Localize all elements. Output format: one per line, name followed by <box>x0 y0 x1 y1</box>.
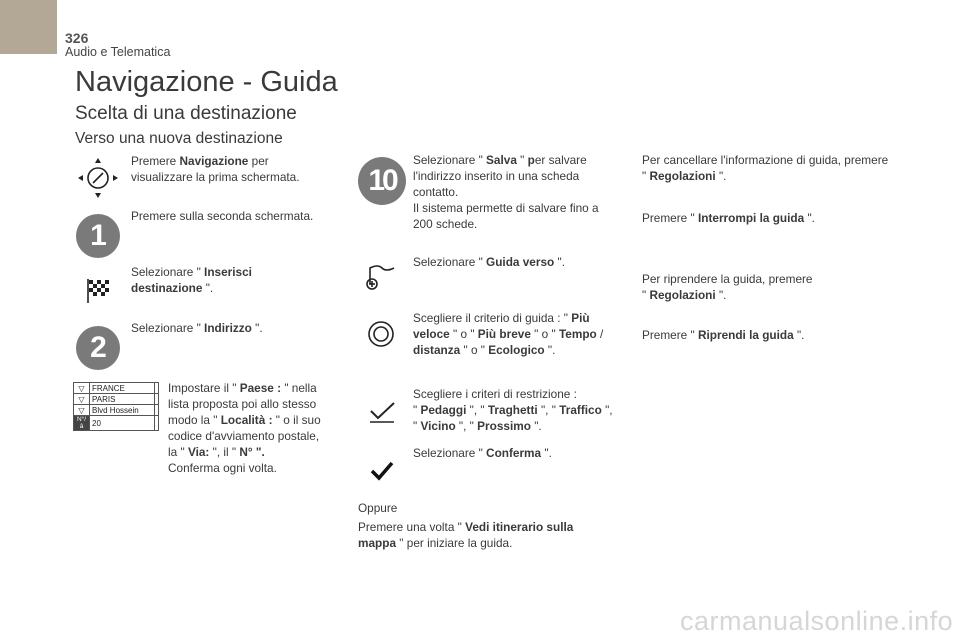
stop-guidance-text: Premere " Interrompi la guida ". <box>642 211 815 225</box>
resume-press-text: Premere " Riprendi la guida ". <box>642 328 805 342</box>
checkered-flag-icon <box>86 278 110 304</box>
step-restrictions-text: Scegliere i criteri di restrizione : " Pedaggi ", " Traghetti ", " Traffico ", " Vicino ", " Prossimo ". <box>413 387 613 433</box>
number-icon: N°/â <box>74 416 90 431</box>
step-badge-10: 10 <box>358 157 406 205</box>
address-row <box>74 416 159 431</box>
address-value: Blvd Hossein <box>90 405 155 416</box>
watermark: carmanualsonline.info <box>680 606 954 636</box>
filter-icon: ▽ <box>74 394 90 405</box>
route-flag-icon <box>364 262 396 292</box>
filter-icon: ▽ <box>74 383 90 394</box>
step-badge-2: 2 <box>76 326 120 370</box>
page-number: 326 <box>65 30 89 46</box>
section-name: Audio e Telematica <box>65 45 171 59</box>
step-save-text: Selezionare " Salva " per salvare l'indirizzo inserito in una scheda contatto. Il sistema permette di salvare fino a 200 schede. <box>413 153 599 231</box>
step-confirm-text: Selezionare " Conferma ". <box>413 446 552 460</box>
restriction-checklist-icon <box>368 400 396 424</box>
address-row <box>74 383 159 394</box>
checkmark-icon <box>370 460 394 482</box>
address-row <box>74 394 159 405</box>
step-address-text: Impostare il " Paese : " nella lista proposta poi allo stesso modo la " Località : " o il suo codice d'avviamento postale, la " Via: ", il " N° ". Conferma ogni volta. <box>168 381 321 475</box>
resume-guidance-text: Per riprendere la guida, premere " Regolazioni ". <box>642 272 813 302</box>
joystick-icon <box>76 156 120 200</box>
step-criteria-text: Scegliere il criterio di guida : " Più veloce " o " Più breve " o " Tempo / distanza " o " Ecologico ". <box>413 311 604 357</box>
section-title: Scelta di una destinazione <box>75 103 297 124</box>
step-1-text: Premere sulla seconda schermata. <box>131 209 314 223</box>
address-value: PARIS <box>90 394 155 405</box>
route-criteria-icon <box>367 320 395 348</box>
address-value: FRANCE <box>90 383 155 394</box>
step-badge-1: 1 <box>76 214 120 258</box>
oppure-text: Oppure <box>358 501 398 515</box>
page-title: Navigazione - Guida <box>75 66 338 98</box>
filter-icon: ▽ <box>74 405 90 416</box>
step-navigation-text: Premere Navigazione per visualizzare la prima schermata. <box>131 154 300 184</box>
step-destination-text: Selezionare " Inserisci destinazione ". <box>131 265 252 295</box>
address-value: 20 <box>90 416 155 431</box>
step-map-text: Premere una volta " Vedi itinerario sulla mappa " per iniziare la guida. <box>358 520 574 550</box>
address-entry-table <box>73 382 159 431</box>
cancel-guidance-text: Per cancellare l'informazione di guida, premere " Regolazioni ". <box>642 153 889 183</box>
chapter-tab <box>0 0 57 54</box>
step-2-text: Selezionare " Indirizzo ". <box>131 321 263 335</box>
step-guide-text: Selezionare " Guida verso ". <box>413 255 565 269</box>
subsection-title: Verso una nuova destinazione <box>75 130 283 147</box>
address-row <box>74 405 159 416</box>
